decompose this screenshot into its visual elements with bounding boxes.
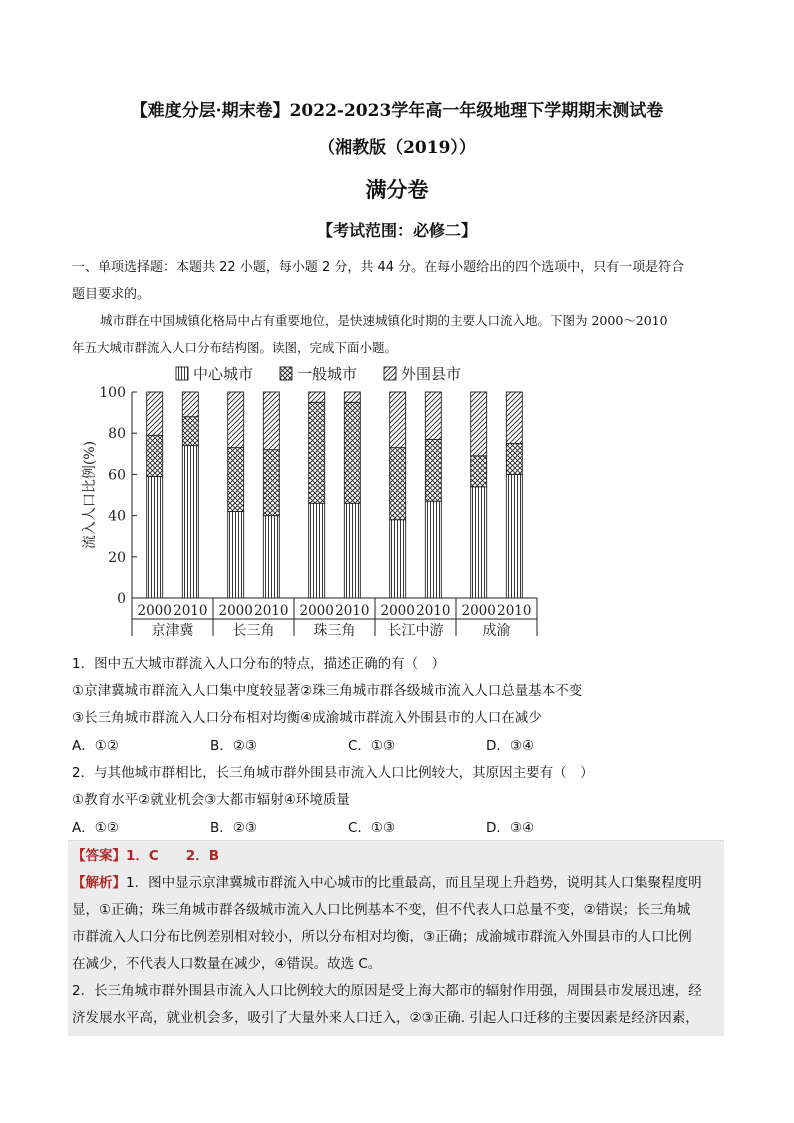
legend-label: 外围县市 [401,365,462,383]
bar-segment [147,476,163,598]
answer-value: 1．C 2．B [126,848,219,864]
x-year-label: 2010 [335,603,370,619]
exam-edition: （湘教版（2019）） [318,138,476,158]
q2-option-b[interactable]: B．②③ [210,820,257,836]
bar-segment [425,392,441,439]
x-group-label: 长江中游 [387,623,444,639]
q1-option-b[interactable]: B．②③ [210,738,257,754]
analysis-label: 【解析】 [72,875,126,891]
bar-segment [471,456,487,487]
analysis-line-5: 2．长三角城市群外围县市流入人口比例较大的原因是受上海大都市的辐射作用强，周围县市发展迅速，经 [72,983,702,999]
bar-segment [182,392,198,417]
bar-segment [471,392,487,456]
bar-segment [263,516,279,598]
y-tick-label: 0 [117,591,126,607]
legend-label: 中心城市 [193,365,254,383]
bar-segment [390,448,406,520]
bar-segment [506,444,522,475]
legend-swatch [176,367,188,380]
q1-option-c[interactable]: C．①③ [348,738,396,754]
y-axis-label: 流入人口比例(%) [82,440,98,550]
bar-segment [344,402,360,503]
analysis-line-3: 市群流入人口分布比例差别相对较小，所以分布相对均衡，③正确；成渝城市群流入外围县市的人口比例 [72,929,692,945]
exam-title: 【难度分层·期末卷】2022-2023学年高一年级地理下学期期末测试卷 [130,101,664,121]
analysis-line-4: 在减少，不代表人口数量在减少，④错误。故选 C。 [72,956,382,972]
q1-option-d[interactable]: D．③④ [486,738,535,754]
bar-segment [425,439,441,501]
legend-swatch [280,367,292,380]
exam-subtitle: 满分卷 [365,177,429,202]
passage-intro: 城市群在中国城镇化格局中占有重要地位，是快速城镇化时期的主要人口流入地。下图为 2000～2010 [100,313,668,328]
section-heading-cont: 题目要求的。 [72,287,151,302]
y-tick-label: 60 [108,467,126,484]
bar-segment [228,392,244,448]
bar-segment [182,446,198,598]
x-year-label: 2010 [254,603,289,619]
bar-segment [471,487,487,598]
x-year-label: 2000 [380,603,415,619]
x-year-label: 2010 [416,603,451,619]
bar-segment [263,392,279,450]
question-1-stem: 1．图中五大城市群流入人口分布的特点，描述正确的有（ ） [72,656,446,672]
analysis-line-2: 显，①正确；珠三角城市群各级城市流入人口比例基本不变，但不代表人口总量不变，②错误；长三角城 [72,902,691,918]
bar-segment [182,417,198,446]
x-year-label: 2000 [218,603,253,619]
bar-segment [263,450,279,516]
bar-segment [147,392,163,435]
legend-swatch [384,367,396,380]
bar-segment [309,503,325,598]
population-chart [0,358,794,648]
answer-label: 【答案】 [72,848,126,864]
x-group-label: 京津冀 [151,623,194,639]
bar-segment [344,503,360,598]
q1-option-a[interactable]: A．①② [72,738,119,754]
answer-line [72,843,724,870]
y-tick-label: 20 [108,549,126,566]
x-group-label: 珠三角 [313,623,356,639]
y-tick-label: 40 [108,508,126,525]
bar-segment [344,392,360,402]
x-year-label: 2010 [173,603,208,619]
question-1-statements-a: ①京津冀城市群流入人口集中度较显著②珠三角城市群各级城市流入人口总量基本不变 [72,683,583,699]
analysis-line-1: 【解析】1．图中显示京津冀城市群流入中心城市的比重最高，而且呈现上升趋势，说明其人口集聚程度明 [72,875,702,891]
x-year-label: 2000 [137,603,172,619]
question-1-statements-b: ③长三角城市群流入人口分布相对均衡④成渝城市群流入外围县市的人口在减少 [72,710,542,726]
question-2-stem: 2．与其他城市群相比，长三角城市群外围县市流入人口比例较大，其原因主要有（ ） [72,765,594,781]
passage-intro-cont: 年五大城市群流入人口分布结构图。读图，完成下面小题。 [72,340,398,355]
bar-segment [506,392,522,444]
y-tick-label: 80 [108,426,126,443]
y-tick-label: 100 [99,385,126,401]
bar-segment [228,448,244,512]
x-group-label: 成渝 [482,623,511,639]
bar-segment [390,520,406,598]
q2-option-d[interactable]: D．③④ [486,820,535,836]
bar-segment [425,501,441,598]
question-2-statements: ①教育水平②就业机会③大都市辐射④环境质量 [72,792,350,808]
bar-segment [228,511,244,598]
x-year-label: 2010 [497,603,532,619]
q2-option-a[interactable]: A．①② [72,820,119,836]
bar-segment [309,392,325,402]
exam-scope: 【考试范围：必修二】 [316,221,477,240]
section-heading: 一、单项选择题：本题共 22 小题，每小题 2 分，共 44 分。在每小题给出的四个选项中，只有一项是符合 [72,260,685,275]
legend-label: 一般城市 [297,365,358,383]
bar-segment [147,435,163,476]
bar-segment [506,474,522,598]
analysis-line-6: 济发展水平高，就业机会多，吸引了大量外来人口迁入，②③正确. 引起人口迁移的主要因素是经济因素， [72,1010,699,1026]
x-year-label: 2000 [461,603,496,619]
x-year-label: 2000 [299,603,334,619]
q2-option-c[interactable]: C．①③ [348,820,396,836]
bar-segment [390,392,406,448]
bar-segment [309,402,325,503]
x-group-label: 长三角 [232,623,275,639]
chart-legend [176,365,461,383]
